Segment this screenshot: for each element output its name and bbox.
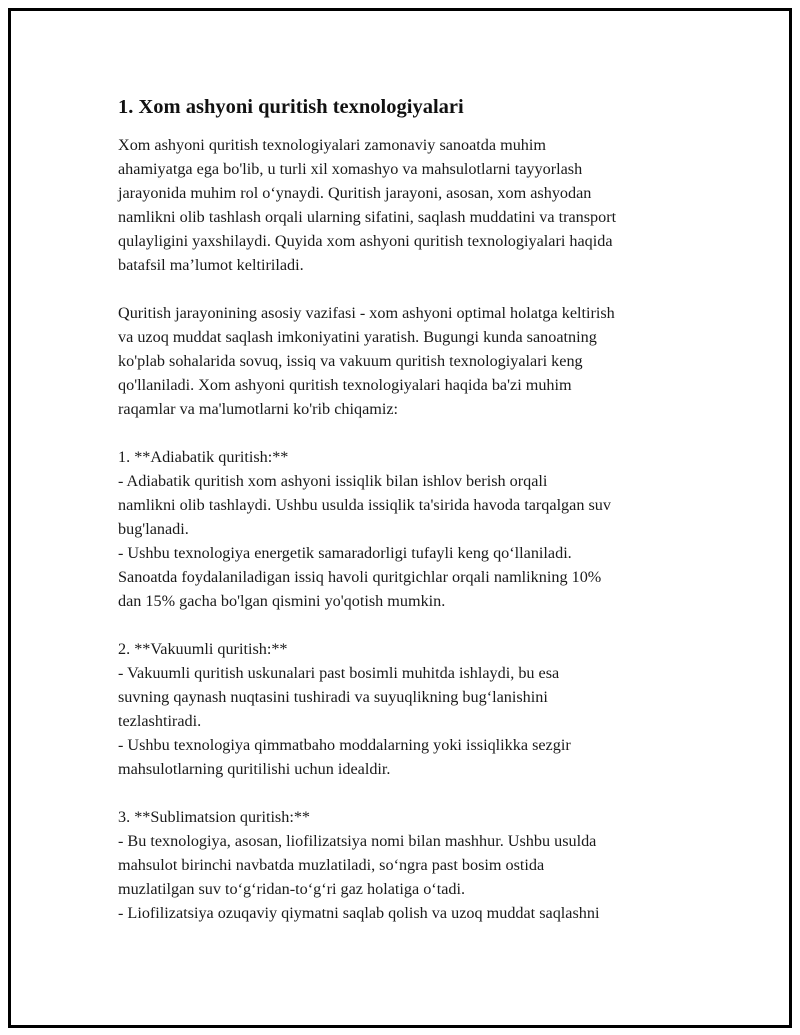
purpose-paragraph: Quritish jarayonining asosiy vazifasi - xom ashyoni optimal holatga keltirish va uzoq muddat saqlash imkoniyatini yaratish. Bugungi kunda sanoatning ko'plab sohalarida sovuq, issiq va vakuum quritish texnologiyalari keng qo'llaniladi. Xom ashyoni quritish texnologiyalari haqida ba'zi muhim raqamlar va ma'lumotlarni ko'rib chiqamiz: <box>118 304 615 418</box>
document-title: 1. Xom ashyoni quritish texnologiyalari <box>118 96 464 118</box>
paragraph-gap <box>118 421 708 445</box>
paragraph-gap <box>118 613 708 637</box>
paragraph-gap <box>118 277 708 301</box>
document-body <box>118 93 708 925</box>
list-item-vacuum: 2. **Vakuumli quritish:** - Vakuumli quritish uskunalari past bosimli muhitda ishlaydi, bu esa suvning qaynash nuqtasini tushiradi va suyuqlikning bug‘lanishini tezlashtiradi. - Ushbu texnologiya qimmatbaho moddalarning yoki issiqlikka sezgir mahsulotlarning quritilishi uchun idealdir. <box>118 640 571 778</box>
list-item-sublimation: 3. **Sublimatsion quritish:** - Bu texnologiya, asosan, liofilizatsiya nomi bilan mashhur. Ushbu usulda mahsulot birinchi navbatda muzlatiladi, so‘ngra past bosim ostida muzlatilgan suv to‘g‘ridan-to‘g‘ri gaz holatiga o‘tadi. - Liofilizatsiya ozuqaviy qiymatni saqlab qolish va uzoq muddat saqlashni <box>118 808 600 922</box>
intro-paragraph: Xom ashyoni quritish texnologiyalari zamonaviy sanoatda muhim ahamiyatga ega bo'lib, u turli xil xomashyo va mahsulotlarni tayyorlash jarayonida muhim rol o‘ynaydi. Quritish jarayoni, asosan, xom ashyodan namlikni olib tashlash orqali ularning sifatini, saqlash muddatini va transport qulayligini yaxshilaydi. Quyida xom ashyoni quritish texnologiyalari haqida batafsil ma’lumot keltiriladi. <box>118 136 617 274</box>
page-frame <box>8 8 792 1028</box>
list-item-adiabatic: 1. **Adiabatik quritish:** - Adiabatik quritish xom ashyoni issiqlik bilan ishlov berish orqali namlikni olib tashlaydi. Ushbu usulda issiqlik ta'sirida havoda tarqalgan suv bug'lanadi. - Ushbu texnologiya energetik samaradorligi tufayli keng qo‘llaniladi. Sanoatda foydalaniladigan issiq havoli quritgichlar orqali namlikning 10% dan 15% gacha bo'lgan qismini yo'qotish mumkin. <box>118 448 611 610</box>
paragraph-gap <box>118 781 708 805</box>
